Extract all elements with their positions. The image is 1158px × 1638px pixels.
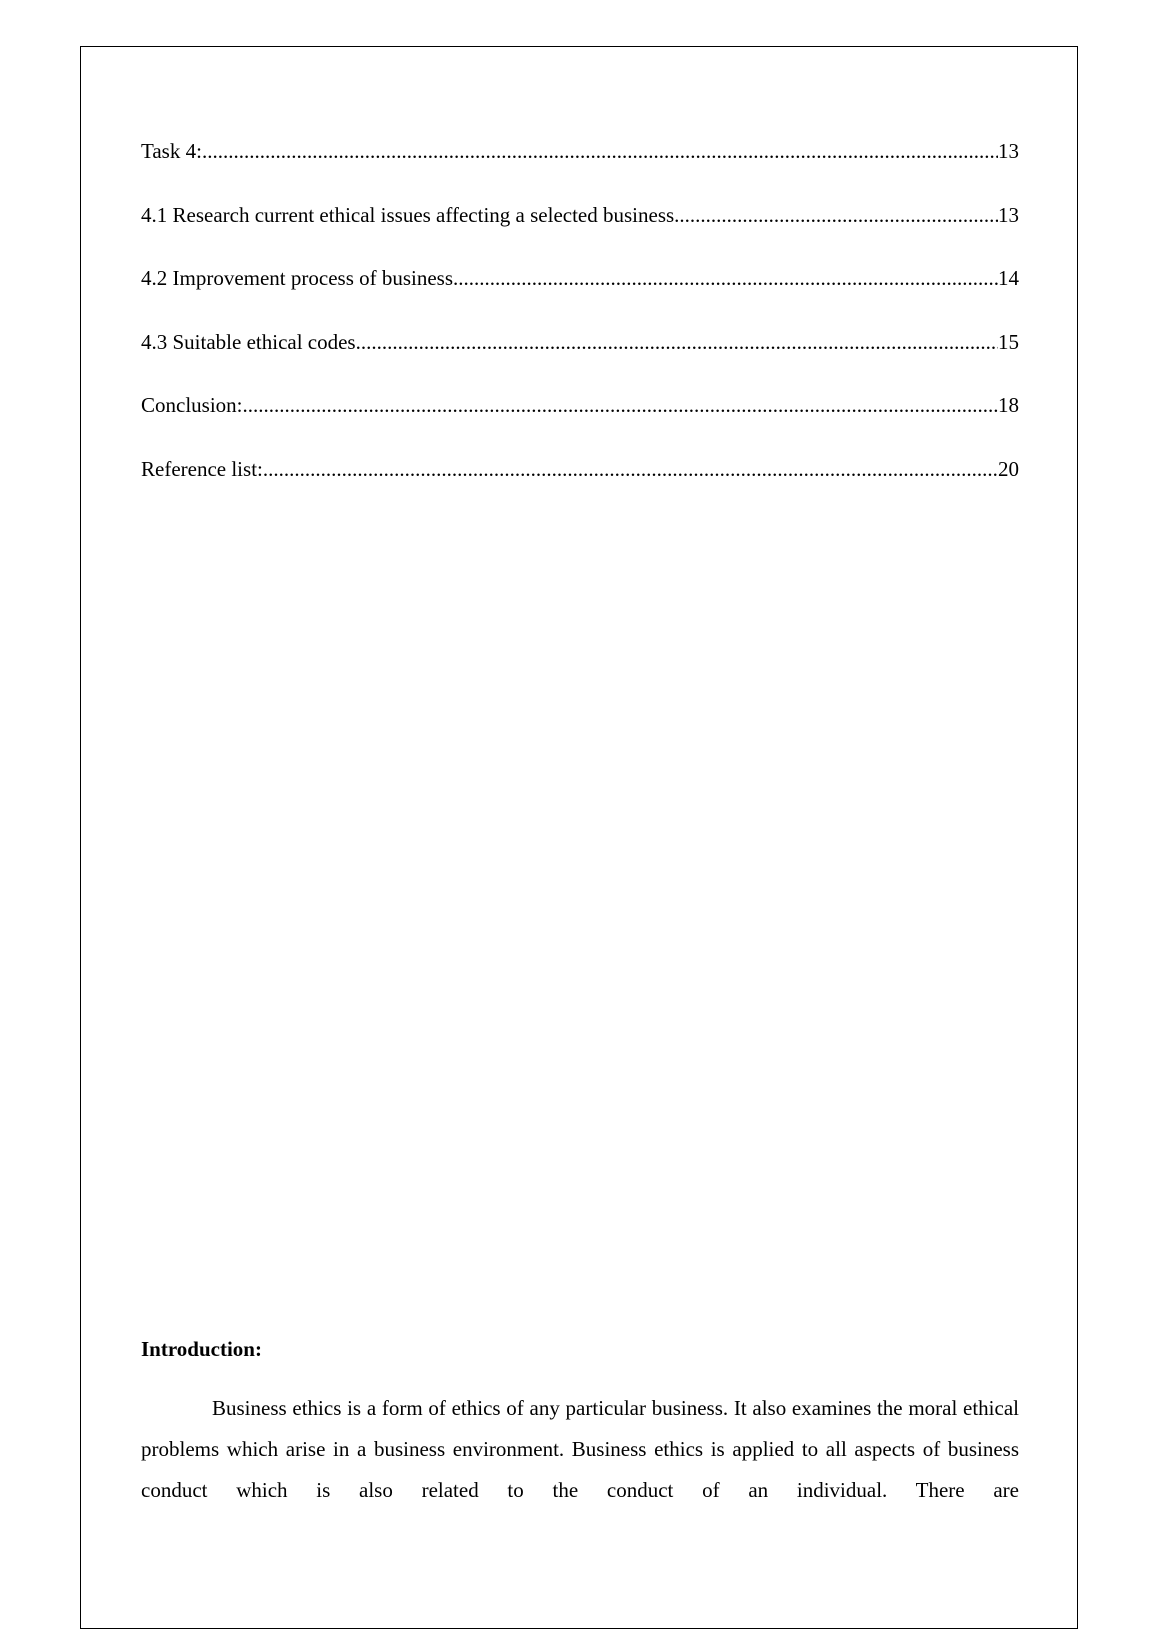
introduction-paragraph: Business ethics is a form of ethics of any particular business. It also examines the moral ethical problems which arise in a business environment. Business ethics is applied to all aspects of business conduct which is also related to the conduct of an individual. There are <box>141 1396 1019 1502</box>
toc-leader-dots <box>202 136 998 166</box>
toc-entry-label: 4.1 Research current ethical issues affecting a selected business <box>141 202 675 227</box>
toc-entry-conclusion[interactable] <box>141 390 1019 454</box>
toc-leader-dots <box>263 454 998 484</box>
toc-leader-dots <box>243 390 998 420</box>
table-of-contents <box>141 136 1019 517</box>
toc-entry-page: 18 <box>998 393 1019 417</box>
toc-entry-page: 13 <box>998 139 1019 163</box>
toc-entry-4-3[interactable] <box>141 327 1019 391</box>
toc-entry-page: 14 <box>998 266 1019 290</box>
toc-entry-page: 13 <box>998 202 1019 227</box>
toc-entry-reference-list[interactable] <box>141 454 1019 518</box>
toc-entry-label: Reference list: <box>141 456 263 481</box>
toc-entry-label: Task 4: <box>141 139 202 163</box>
toc-entry-task-4[interactable] <box>141 136 1019 200</box>
toc-entry-label: Conclusion: <box>141 393 243 417</box>
toc-leader-dots <box>453 263 998 293</box>
introduction-heading: Introduction: <box>141 1337 262 1361</box>
toc-leader-dots <box>674 200 998 230</box>
toc-entry-page: 15 <box>998 329 1019 354</box>
toc-entry-4-1[interactable] <box>141 200 1019 264</box>
toc-entry-4-2[interactable] <box>141 263 1019 327</box>
toc-entry-label: 4.2 Improvement process of business <box>141 266 454 290</box>
toc-entry-label: 4.3 Suitable ethical codes <box>141 329 356 354</box>
toc-entry-page: 20 <box>998 456 1019 481</box>
toc-leader-dots <box>356 327 998 357</box>
